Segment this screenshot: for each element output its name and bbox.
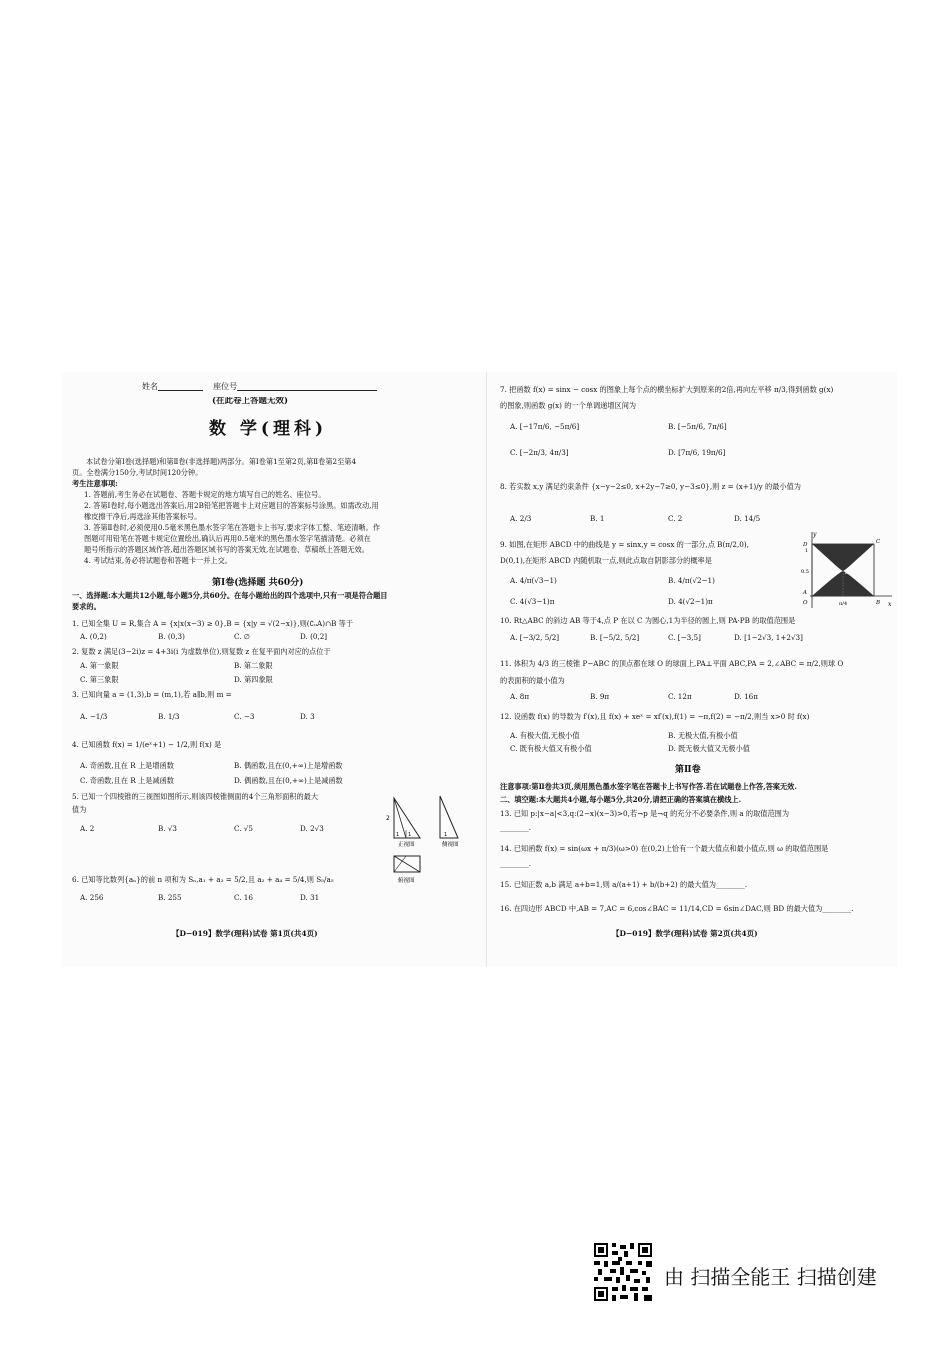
q2-option-a: A. 第一象限 [80,661,119,670]
footer-page-2: 【D−019】数学(理科)试卷 第2页(共4页) [612,929,758,938]
sin-cos-graph [800,530,896,612]
q3-stem: 3. 已知向量 a = (1,3),b = (m,1),若 a∥b,则 m = [72,690,232,699]
q9-option-b: B. 4/π(√2−1) [668,576,715,585]
top-view [394,856,420,872]
q3-option-c: C. −3 [234,712,255,721]
q6-stem: 6. 已知等比数列{aₙ}的前 n 项和为 Sₙ,a₁ + a₃ = 5/2,且 a₂ + a₄ = 5/4,则 S₅/a₅ [72,875,334,884]
q12-option-c: C. 既有极大值又有极小值 [510,744,592,753]
scanner-watermark [594,1243,924,1303]
part2-title: 第Ⅱ卷 [675,765,701,775]
note-3: 3. 答第Ⅱ卷时,必须使用0.5毫米黑色墨水签字笔在答题卡上书写,要求字体工整、笔迹清晰。作 [84,523,380,532]
q4-option-d: D. 偶函数,且在(0,+∞)上是减函数 [234,776,343,785]
q14-blank: ________. [500,859,532,868]
q7-option-c: C. [−2π/3, 4π/3] [510,448,569,457]
q5-option-d: D. 2√3 [300,824,324,833]
q5-option-a: A. 2 [80,824,95,833]
q3-option-b: B. 1/3 [158,712,180,721]
q11-option-b: B. 9π [590,692,610,701]
point-b: B [876,600,881,606]
q10-stem: 10. Rt△ABC 的斜边 AB 等于4,点 P 在以 C 为圆心,1为半径的圆上,则 PA·PB 的取值范围是 [500,616,796,625]
q4-option-c: C. 奇函数,且在 R 上是减函数 [80,776,174,785]
point-c: C [876,539,881,545]
q12-option-a: A. 有极大值,无极小值 [510,731,580,740]
intro-line-2: 页。全卷满分150分,考试时间120分钟。 [72,468,203,477]
part1-title: 第Ⅰ卷(选择题 共60分) [212,578,304,588]
q7-stem-2: 的图象,则函数 g(x) 的一个单调递增区间为 [500,401,637,410]
q10-option-c: C. [−3,5] [668,633,701,642]
q13-blank: ________. [500,823,532,832]
q2-stem: 2. 复数 z 满足(3−2i)z = 4+3i(i 为虚数单位),则复数 z 在复平面内对应的点位于 [72,647,331,656]
page-divider [486,372,487,967]
q10-option-d: D. [1−2√3, 1+2√3] [734,633,803,642]
footer-page-1: 【D−019】数学(理科)试卷 第1页(共4页) [172,929,318,938]
q1-option-c: C. ∅ [234,632,251,641]
note-2b: 橡皮擦干净后,再选涂其他答案标号。 [84,512,202,521]
three-view-figure [384,790,466,894]
q5-option-b: B. √3 [158,824,178,833]
name-label: 姓名 [142,382,158,391]
dim-label-1b: 1 [408,832,412,838]
tick-half: 0.5 [801,569,809,575]
q2-option-d: D. 第四象限 [234,675,273,684]
name-field [158,390,203,391]
q7-stem: 7. 把函数 f(x) = sinx − cosx 的图象上每个点的横坐标扩大到原来的2倍,再向左平移 π/3,得到函数 g(x) [500,385,834,394]
note-1: 1. 答题前,考生务必在试题卷、答题卡规定的地方填写自己的姓名、座位号。 [84,490,326,499]
note-3b: 图题可用铅笔在答题卡规定位置绘出,确认后再用0.5毫米的黑色墨水签字笔描清楚。必须在 [84,534,371,543]
note-3c: 题号所指示的答题区域作答,超出答题区域书写的答案无效,在试题卷、草稿纸上答题无效。 [84,545,369,554]
q11-option-a: A. 8π [510,692,530,701]
exam-sheet [62,372,897,967]
q5-option-c: C. √5 [234,824,253,833]
note-2: 2. 答第Ⅰ卷时,每小题选出答案后,用2B铅笔把答题卡上对应题目的答案标号涂黑。如需改动,用 [84,501,379,510]
point-e: E [845,570,849,576]
q15-stem: 15. 已知正数 a,b 满足 a+b=1,则 a/(a+1) + b/(b+2) 的最大值为________. [500,880,747,889]
intro-line-1: 本试卷分第Ⅰ卷(选择题)和第Ⅱ卷(非选择题)两部分。第Ⅰ卷第1至第2页,第Ⅱ卷第2至第4 [86,457,357,466]
q12-option-d: D. 既无极大值又无极小值 [668,744,750,753]
x-label: x [888,601,892,608]
q1-option-d: D. (0,2] [300,632,328,641]
dim-label-2: 2 [386,815,390,822]
q8-option-a: A. 2/3 [510,514,532,523]
q7-option-b: B. [−5π/6, 7π/6] [668,422,727,431]
q11-stem: 11. 体积为 4/3 的三棱锥 P−ABC 的顶点都在球 O 的球面上,PA⊥平面 ABC,PA = 2,∠ABC = π/2,则球 O [500,659,844,668]
q16-stem: 16. 在四边形 ABCD 中,AB = 7,AC = 6,cos∠BAC = 11/14,CD = 6sin∠DAC,则 BD 的最大值为________. [500,904,854,913]
q10-option-a: A. [−3/2, 5/2] [510,633,560,642]
q6-option-a: A. 256 [80,893,104,902]
point-a: A [803,590,807,596]
dim-label-1c: 1 [444,832,448,838]
side-view-label: 侧视图 [442,842,459,848]
q4-option-a: A. 奇函数,且在 R 上是增函数 [80,761,174,770]
q1-option-a: A. (0,2) [80,632,107,641]
notes-title: 考生注意事项: [72,479,118,488]
q11-option-c: C. 12π [668,692,692,701]
qr-code-icon [594,1243,652,1301]
q14-stem: 14. 已知函数 f(x) = sin(ωx + π/3)(ω>0) 在(0,2)上恰有一个最大值点和最小值点,则 ω 的取值范围是 [500,844,829,853]
q3-option-a: A. −1/3 [80,712,108,721]
dim-label-1a: 1 [396,832,400,838]
q8-option-d: D. 14/5 [734,514,761,523]
q7-option-d: D. [7π/6, 19π/6] [668,448,726,457]
name-seat-row [142,382,377,391]
q3-option-d: D. 3 [300,712,315,721]
point-d: D [803,542,808,548]
tick-one: 1 [805,548,809,554]
part1-instr-2: 要求的。 [72,602,101,611]
q6-option-c: C. 16 [234,893,253,902]
tick-pi-quarter: π/4 [839,601,848,607]
q2-option-c: C. 第三象限 [80,675,119,684]
q9-stem-2: D(0,1),在矩形 ABCD 内随机取一点,则此点取自阴影部分的概率是 [500,556,712,565]
q9-option-d: D. 4(√2−1)π [668,597,713,606]
q4-option-b: B. 偶函数,且在(0,+∞)上是增函数 [234,761,343,770]
q12-option-b: B. 无极大值,有极小值 [668,731,738,740]
point-o: O [803,600,808,606]
q10-option-b: B. [−5/2, 5/2] [590,633,640,642]
scanner-text: 由 扫描全能王 扫描创建 [664,1265,877,1289]
q8-option-c: C. 2 [668,514,683,523]
q8-option-b: B. 1 [590,514,605,523]
q9-stem: 9. 如图,在矩形 ABCD 中的曲线是 y = sinx,y = cosx 的一部分,点 B(π/2,0), [500,540,749,549]
q6-option-b: B. 255 [158,893,182,902]
q1-option-b: B. (0,3) [158,632,185,641]
q4-stem: 4. 已知函数 f(x) = 1/(eˣ+1) − 1/2,则 f(x) 是 [72,740,222,749]
part1-instr-1: 一、选择题:本大题共12小题,每小题5分,共60分。在每小题给出的四个选项中,只有一项是符合题目 [72,591,388,600]
side-view [440,796,458,838]
exam-title: 数 学(理科) [209,419,328,439]
note-4: 4. 考试结束,务必将试题卷和答题卡一并上交。 [84,556,232,565]
shaded-region-top [812,544,874,571]
q11-stem-2: 的表面积的最小值为 [500,676,565,685]
q2-option-b: B. 第二象限 [234,661,273,670]
notice-text: (在此卷上答题无效) [212,397,289,406]
q11-option-d: D. 16π [734,692,758,701]
q5-stem: 5. 已知一个四棱锥的三视图如图所示,则该四棱锥侧面的4个三角形面积的最大 [72,792,319,801]
seat-label: 座位号 [213,382,238,391]
q5-stem-2: 值为 [72,805,87,814]
q8-stem: 8. 若实数 x,y 满足约束条件 {x−y−2≤0, x+2y−7≥0, y−3≤0},则 z = (x+1)/y 的最小值为 [500,482,801,491]
q13-stem: 13. 已知 p:|x−a|<3,q:(2−x)(x−3)>0,若¬p 是¬q 的充分不必要条件,则 a 的取值范围为 [500,809,790,818]
q7-option-a: A. [−17π/6, −5π/6] [510,422,580,431]
q1-stem: 1. 已知全集 U = R,集合 A = {x|x(x−3) ≥ 0},B = {x|y = √(2−x)},则(∁ᵤA)∩B 等于 [72,619,354,628]
q6-option-d: D. 31 [300,893,320,902]
q12-stem: 12. 设函数 f(x) 的导数为 f′(x),且 f(x) + xeˣ = xf′(x),f(1) = −π,f(2) = −π/2,则当 x>0 时 f(x) [500,712,810,721]
top-view-label: 俯视图 [398,878,415,884]
fill-instructions: 二、填空题:本大题共4小题,每小题5分,共20分,请把正确的答案填在横线上. [500,795,742,804]
front-view-label: 正视图 [398,842,415,848]
q9-option-c: C. 4(√3−1)π [510,597,555,606]
q9-option-a: A. 4/π(√3−1) [510,576,557,585]
part2-notice: 注意事项:第Ⅱ卷共3页,须用黑色墨水签字笔在答题卡上书写作答.若在试题卷上作答,答案无效. [500,782,797,791]
y-label: y [813,531,817,538]
seat-field [237,390,377,391]
